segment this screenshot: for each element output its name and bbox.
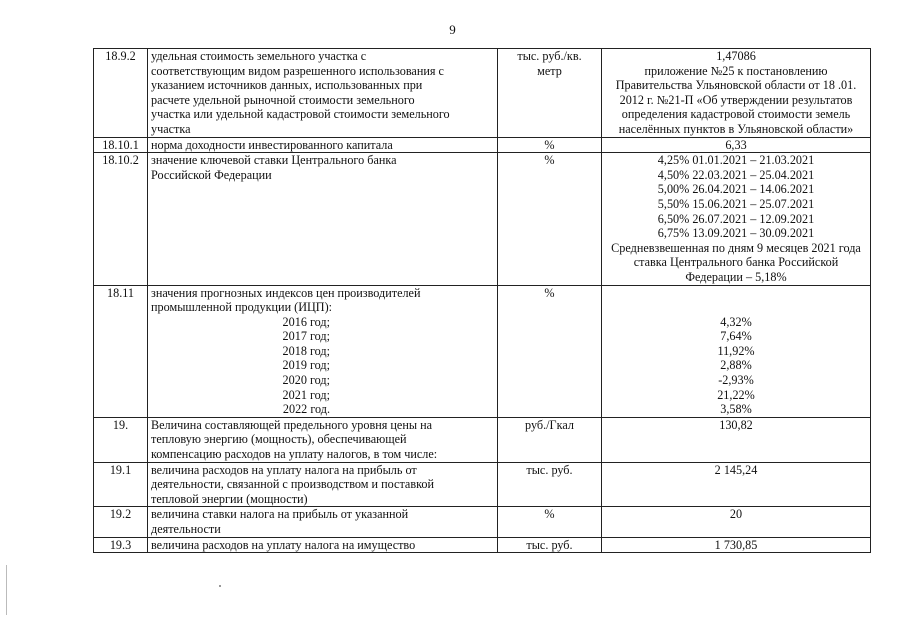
row-description <box>148 137 498 153</box>
year-label: 2022 год. <box>282 402 330 417</box>
value-line: 5,50% 15.06.2021 – 25.07.2021 <box>657 196 815 211</box>
value-line: Федерации – 5,18% <box>685 269 787 284</box>
description-line: деятельности <box>151 522 221 536</box>
value-line: 2012 г. №21-П «Об утверждении результатов <box>619 92 853 107</box>
value-line: определения кадастровой стоимости земель <box>621 107 851 122</box>
row-value <box>602 49 871 138</box>
table-row <box>94 49 871 138</box>
page-number: 9 <box>449 22 456 37</box>
row-value <box>602 507 871 537</box>
unit-line: % <box>544 285 555 300</box>
row-description <box>148 417 498 462</box>
scan-speck <box>219 585 221 587</box>
row-value <box>602 417 871 462</box>
description-line: величина ставки налога на прибыль от указанной <box>151 507 409 522</box>
description-line: Российской Федерации <box>151 167 272 182</box>
table-row <box>94 285 871 417</box>
description-line: участка или удельной кадастровой стоимости земельного <box>151 107 450 122</box>
description-line: соответствующим видом разрешенного использования с <box>151 63 444 78</box>
value-line: 20 <box>729 507 743 522</box>
description-line: участка <box>151 121 191 136</box>
value-line: 4,32% <box>720 314 752 329</box>
row-unit <box>498 507 602 537</box>
row-number: 18.9.2 <box>94 49 148 138</box>
row-unit <box>498 153 602 285</box>
row-number: 18.10.2 <box>94 153 148 285</box>
value-line: Правительства Ульяновской области от 18 .01. <box>615 78 857 93</box>
value-line: 2 145,24 <box>714 462 758 477</box>
description-line: промышленной продукции (ИЦП): <box>151 300 333 315</box>
description-line: величина расходов на уплату налога на прибыль от <box>151 462 417 477</box>
unit-line: % <box>544 137 555 152</box>
value-line: 4,25% 01.01.2021 – 21.03.2021 <box>657 153 815 168</box>
value-line: 1,47086 <box>716 49 756 63</box>
row-unit <box>498 137 602 153</box>
row-unit <box>498 49 602 138</box>
description-line: норма доходности инвестированного капитала <box>151 137 393 152</box>
unit-line: тыс. руб./кв. <box>517 49 582 63</box>
description-line: компенсацию расходов на уплату налогов, в том числе: <box>151 447 438 462</box>
value-line: Средневзвешенная по дням 9 месяцев 2021 года <box>611 240 861 255</box>
description-line: тепловой энергии (мощности) <box>151 491 308 506</box>
unit-line: метр <box>537 63 562 78</box>
value-line: 11,92% <box>717 343 755 358</box>
value-line: населённых пунктов в Ульяновской области» <box>618 121 854 136</box>
table-row <box>94 537 871 553</box>
row-value <box>602 153 871 285</box>
row-number: 18.11 <box>94 285 148 417</box>
spacer <box>605 286 867 301</box>
value-line: 130,82 <box>719 417 753 432</box>
unit-line: тыс. руб. <box>526 462 573 477</box>
year-label: 2019 год; <box>282 358 330 373</box>
table-row <box>94 462 871 507</box>
description-line: деятельности, связанной с производством и поставкой <box>151 477 435 492</box>
value-line: 7,64% <box>720 329 752 344</box>
value-line: 2,88% <box>720 358 752 373</box>
table-row <box>94 137 871 153</box>
description-line: расчете удельной рыночной стоимости земельного <box>151 92 415 107</box>
description-line: тепловую энергию (мощность), обеспечивающей <box>151 432 407 447</box>
value-line: 6,75% 13.09.2021 – 30.09.2021 <box>657 226 815 241</box>
year-label: 2016 год; <box>282 314 330 329</box>
description-line: величина расходов на уплату налога на имущество <box>151 537 416 552</box>
year-label: 2021 год; <box>282 387 330 402</box>
year-label: 2018 год; <box>282 343 330 358</box>
row-unit <box>498 417 602 462</box>
row-unit <box>498 285 602 417</box>
row-value <box>602 285 871 417</box>
table-row <box>94 507 871 537</box>
row-number: 18.10.1 <box>94 137 148 153</box>
value-line: -2,93% <box>718 373 754 388</box>
spacer <box>605 300 867 315</box>
table-row <box>94 153 871 285</box>
description-line: значения прогнозных индексов цен производителей <box>151 285 421 300</box>
unit-line: % <box>544 507 555 522</box>
row-number: 19.2 <box>94 507 148 537</box>
row-unit <box>498 537 602 553</box>
unit-line: % <box>544 153 555 168</box>
scan-edge-mark <box>6 565 7 615</box>
value-line: 1 730,85 <box>714 537 758 552</box>
unit-line: руб./Гкал <box>525 417 574 432</box>
value-line: 5,00% 26.04.2021 – 14.06.2021 <box>657 182 815 197</box>
description-line: удельная стоимость земельного участка с <box>151 49 367 63</box>
row-number: 19.3 <box>94 537 148 553</box>
row-value <box>602 537 871 553</box>
value-line: 6,50% 26.07.2021 – 12.09.2021 <box>657 211 815 226</box>
row-unit <box>498 462 602 507</box>
year-label: 2017 год; <box>282 329 330 344</box>
row-description <box>148 537 498 553</box>
unit-line: тыс. руб. <box>526 537 573 552</box>
row-value <box>602 462 871 507</box>
year-label: 2020 год; <box>282 373 330 388</box>
row-number: 19.1 <box>94 462 148 507</box>
row-value <box>602 137 871 153</box>
tariff-table <box>93 48 871 553</box>
row-description <box>148 153 498 285</box>
value-line: приложение №25 к постановлению <box>644 63 828 78</box>
value-line: ставка Центрального банка Российской <box>633 255 839 270</box>
row-description <box>148 507 498 537</box>
value-line: 6,33 <box>725 137 747 152</box>
table-row <box>94 417 871 462</box>
row-description <box>148 285 498 417</box>
row-description <box>148 49 498 138</box>
row-number: 19. <box>94 417 148 462</box>
row-description <box>148 462 498 507</box>
value-line: 3,58% <box>720 402 752 417</box>
description-line: значение ключевой ставки Центрального банка <box>151 153 397 168</box>
description-line: указанием источников данных, использованных при <box>151 78 423 93</box>
value-line: 21,22% <box>717 387 755 402</box>
description-line: Величина составляющей предельного уровня цены на <box>151 417 433 432</box>
value-line: 4,50% 22.03.2021 – 25.04.2021 <box>657 167 815 182</box>
